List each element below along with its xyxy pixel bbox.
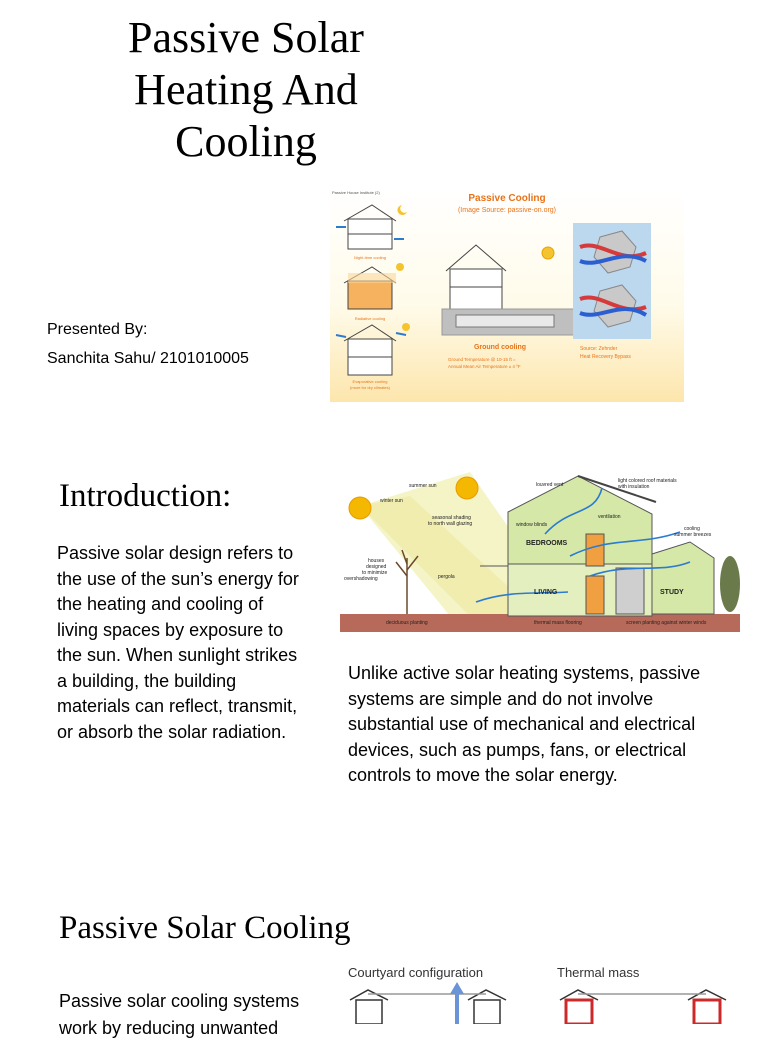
window-blinds-label: window blinds (516, 522, 548, 528)
thermal-mass-label: Thermal mass (557, 965, 640, 980)
houses-label4: overshadowing (344, 576, 378, 582)
thermal-mass-label: thermal mass flooring (534, 620, 582, 626)
houses-label3: to minimize (362, 570, 388, 576)
radiative-cooling-label: Radiative cooling (354, 316, 386, 321)
source-line2: Heat Recovery Bypass (580, 354, 631, 360)
houses-label2: designed (366, 564, 387, 570)
seasonal-shading-label2: to north wall glazing (428, 521, 473, 527)
ground-cooling-house-icon (442, 245, 574, 335)
night-cooling-label: Night-time cooling (353, 255, 387, 260)
passive-house-figure (340, 466, 740, 632)
cooling-paragraph-line2: work by reducing unwanted (59, 1018, 279, 1038)
summer-sun-label: summer sun (409, 483, 437, 489)
evaporative-cooling-house-icon (336, 323, 410, 375)
courtyard-thermal-figure (340, 960, 768, 1024)
study-label: STUDY (660, 589, 684, 596)
living-label: LIVING (534, 589, 558, 596)
roof-materials-label1: light colored roof materials (618, 478, 677, 484)
louvred-vent-label: louvred vent (536, 482, 564, 488)
radiative-cooling-house-icon (344, 263, 404, 309)
courtyard-house-icon (350, 982, 506, 1024)
cooling-paragraph-line1: Passive solar cooling systems (59, 991, 300, 1011)
passive-house-diagram (340, 466, 740, 632)
evaporative-note: (more for dry climates) (349, 385, 391, 390)
houses-label1: houses (368, 558, 385, 564)
bedrooms-label: BEDROOMS (526, 540, 568, 547)
pergola-label: pergola (438, 574, 455, 580)
winter-sun-label: winter sun (380, 498, 403, 504)
figure-subtitle: (Image Source: passive-on.org) (457, 207, 557, 214)
ground-temp-line1: Ground Temperature @ 10-15 ft = (448, 357, 516, 362)
screen-planting-label: screen planting against winter winds (626, 620, 707, 626)
courtyard-thermal-diagram (340, 960, 768, 1024)
night-cooling-house-icon (336, 205, 407, 249)
introduction-paragraph-left: Passive solar design refers to the use of the sun’s energy for the heating and cooling of living spaces by exposure to the sun. When sunlight strikes a building, the building materials can reflect, transmit, or absorb the solar radiation. (57, 543, 299, 742)
presenter-name: Sanchita Sahu/ 2101010005 (47, 350, 249, 367)
introduction-paragraph-right: Unlike active solar heating systems, passive systems are simple and do not involve substantial use of mechanical and electrical devices, such as pumps, fans, or electrical controls to move the solar energy. (348, 663, 701, 785)
ground-cooling-label: Ground cooling (473, 344, 527, 351)
passive-cooling-diagram (330, 187, 684, 402)
passive-solar-cooling-heading: Passive Solar Cooling (59, 910, 351, 946)
source-line1: Source: Zehnder (580, 346, 618, 352)
deciduous-label: deciduous planting (386, 620, 428, 626)
presenter-block (47, 315, 249, 373)
introduction-heading: Introduction: (59, 478, 232, 514)
slide-title: Passive Solar Heating And Cooling (128, 13, 364, 166)
screen-planting-tree-icon (720, 556, 740, 612)
winter-sun-icon (349, 497, 371, 519)
ventilation-label: ventilation (598, 514, 621, 520)
cooling-label2: summer breezes (674, 532, 712, 538)
summer-sun-icon (456, 477, 478, 499)
figure-title: Passive Cooling (468, 193, 546, 204)
roof-materials-label2: with insulation (618, 484, 650, 490)
presented-by-label: Presented By: (47, 321, 148, 338)
deciduous-tree-icon (396, 550, 418, 614)
cooling-label1: cooling (684, 526, 700, 532)
evaporative-cooling-label: Evaporative cooling (352, 379, 388, 384)
cooling-paragraph (59, 988, 339, 1042)
thermal-mass-house-icon (560, 990, 726, 1024)
courtyard-label: Courtyard configuration (348, 965, 484, 980)
passive-cooling-figure (330, 187, 684, 402)
figure-header: Passive House Institute (2) (332, 190, 380, 195)
ground-temp-line2: Annual Mean Air Temperature ± 4 ºF (448, 364, 521, 369)
seasonal-shading-label1: seasonal shading (432, 515, 471, 521)
